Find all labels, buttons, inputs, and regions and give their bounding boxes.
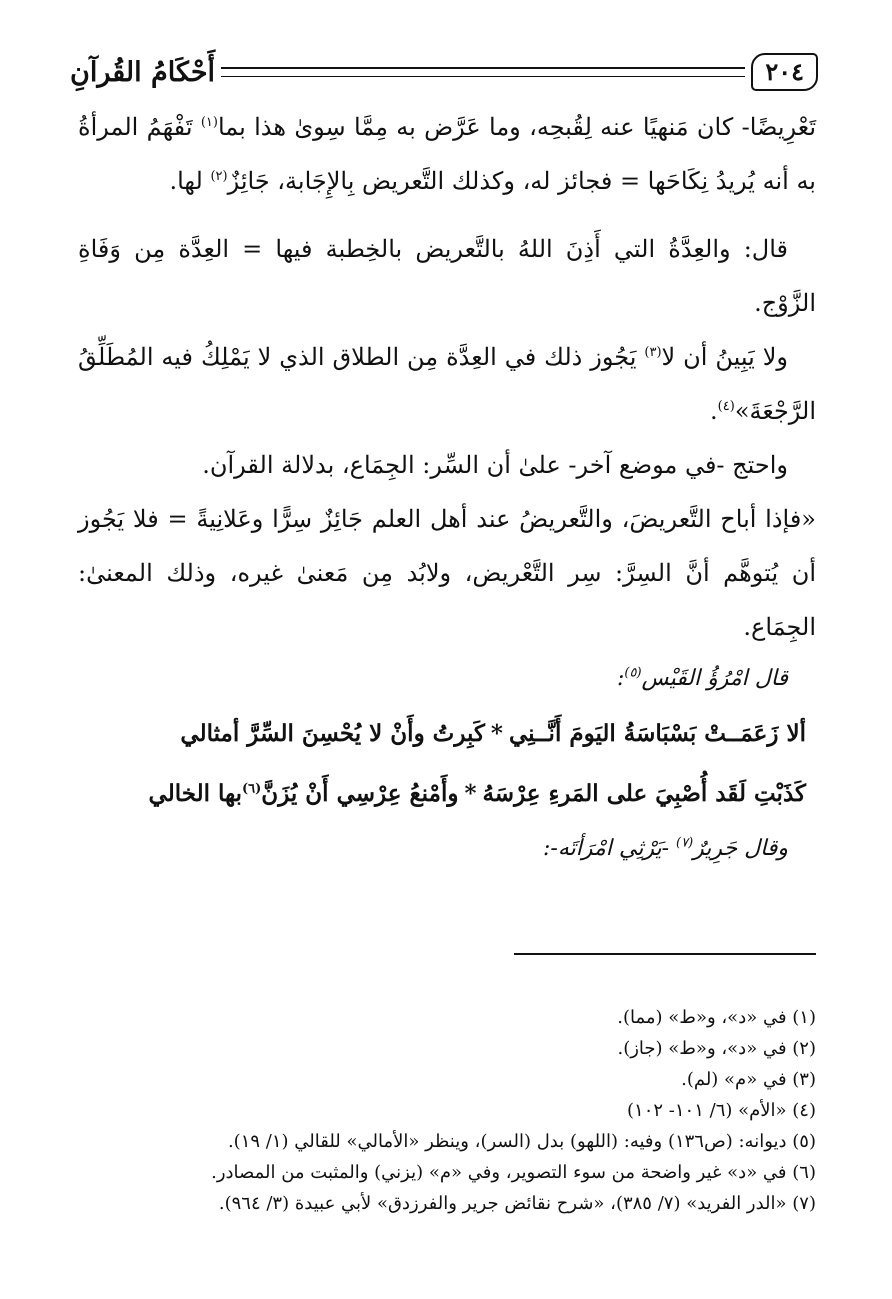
running-title: أَحْكَامُ القُرآنِ	[70, 56, 216, 88]
footnote-7: (٧) «الدر الفريد» (٧/ ٣٨٥)، «شرح نقائض جرير والفرزدق» لأبي عبيدة (٣/ ٩٦٤).	[218, 1193, 816, 1214]
page-body	[78, 100, 816, 874]
footnote-ref-2: (٢)	[210, 169, 228, 184]
poet-intro-imru-al-qays	[78, 654, 816, 704]
footnotes	[60, 1002, 816, 1219]
paragraph-text: .	[710, 397, 718, 425]
poet-name: قال امْرُؤُ القَيْس	[641, 666, 788, 691]
footnote-6: (٦) في «د» غير واضحة من سوء التصوير، وفي «م» (يزني) والمثبت من المصادر.	[211, 1162, 816, 1183]
verse-separator: *	[490, 720, 503, 747]
paragraph-text: يَجُوز ذلك في العِدَّة مِن الطلاق الذي لا يَمْلِكُ فيه المُطَلِّقُ الرَّجْعَةَ»	[78, 343, 816, 425]
page-number: ٢٠٤	[751, 53, 818, 91]
paragraph-text: لها.	[169, 167, 211, 195]
footnote-ref-7: (٧)	[676, 835, 694, 851]
hemistich: وأَمْنعُ عِرْسِي أَنْ يُزَنَّ	[261, 780, 459, 807]
paragraph-2: قال: والعِدَّةُ التي أَذِنَ اللهُ بالتَّعريض بالخِطبة فيها = العِدَّة مِن وَفَاةِ الزَّوْج.	[78, 235, 816, 317]
paragraph-text: تَعْرِيضًا- كان مَنهيًا عنه لِقُبحِه، وما عَرَّض به مِمَّا سِوىٰ هذا بما	[217, 113, 817, 141]
hemistich: بها الخالي	[148, 780, 242, 807]
paragraph-5: «فإذا أباح التَّعريضَ، والتَّعريضُ عند أهل العلم جَائِزٌ سِرًّا وعَلانِيةً = فلا يَجُوز أن يُتوهَّم أنَّ السِرَّ: سِر التَّعْريض، ولابُد مِن مَعنىٰ غيره، وذلك المعنىٰ: الجِمَاع.	[78, 505, 816, 641]
footnote-ref-5: (٥)	[624, 665, 642, 681]
footnote-ref-4: (٤)	[717, 399, 735, 414]
paragraph-text: تَفْهَمُ المرأةُ به أنه يُريدُ نِكَاحَها = فجائز له، وكذلك التَّعريض بِالإِجَابة، جَائِزٌ	[78, 113, 816, 195]
footnote-5: (٥) ديوانه: (ص١٣٦) وفيه: (اللهو) بدل (السر)، وينظر «الأمالي» للقالي (١/ ١٩).	[227, 1131, 816, 1152]
paragraph-3	[78, 330, 816, 438]
poet-name: وقال جَرِيرٌ	[693, 836, 788, 861]
footnote-2: (٢) في «د»، و«ط» (جاز).	[617, 1038, 816, 1059]
verse-line-2	[78, 764, 816, 824]
poet-note: -يَرْثِي امْرَأتَه-:	[542, 836, 677, 861]
poet-intro-jarir	[78, 824, 816, 874]
hemistich: كَذَبْتِ لَقَد أُصْبِيَ على المَرءِ عِرْسَهُ	[482, 780, 806, 807]
footnote-divider	[514, 953, 816, 955]
verse-line-1	[78, 704, 816, 764]
footnote-1: (١) في «د»، و«ط» (مما).	[617, 1007, 816, 1028]
footnote-ref-1: (١)	[200, 115, 218, 130]
poet-colon: :	[616, 666, 625, 691]
footnote-4: (٤) «الأم» (٦/ ١٠١- ١٠٢)	[627, 1100, 816, 1121]
footnote-ref-6: (٦)	[242, 781, 262, 797]
header-rule	[221, 67, 745, 77]
paragraph-1	[78, 100, 816, 208]
verse-separator: *	[464, 780, 477, 807]
hemistich: كَبِرتُ وأَنْ لا يُحْسِنَ السِّرَّ أمثالي	[180, 720, 485, 747]
page-header	[70, 48, 818, 96]
footnote-3: (٣) في «م» (لم).	[681, 1069, 816, 1090]
hemistich: ألا زَعَمَــتْ بَسْبَاسَةُ اليَومَ أَنَّــنِي	[508, 720, 806, 747]
paragraph-4: واحتج -في موضع آخر- علىٰ أن السِّر: الجِمَاع، بدلالة القرآن.	[202, 451, 788, 479]
paragraph-text: ولا يَبِينُ أن لا	[661, 343, 789, 371]
footnote-ref-3: (٣)	[644, 345, 662, 360]
